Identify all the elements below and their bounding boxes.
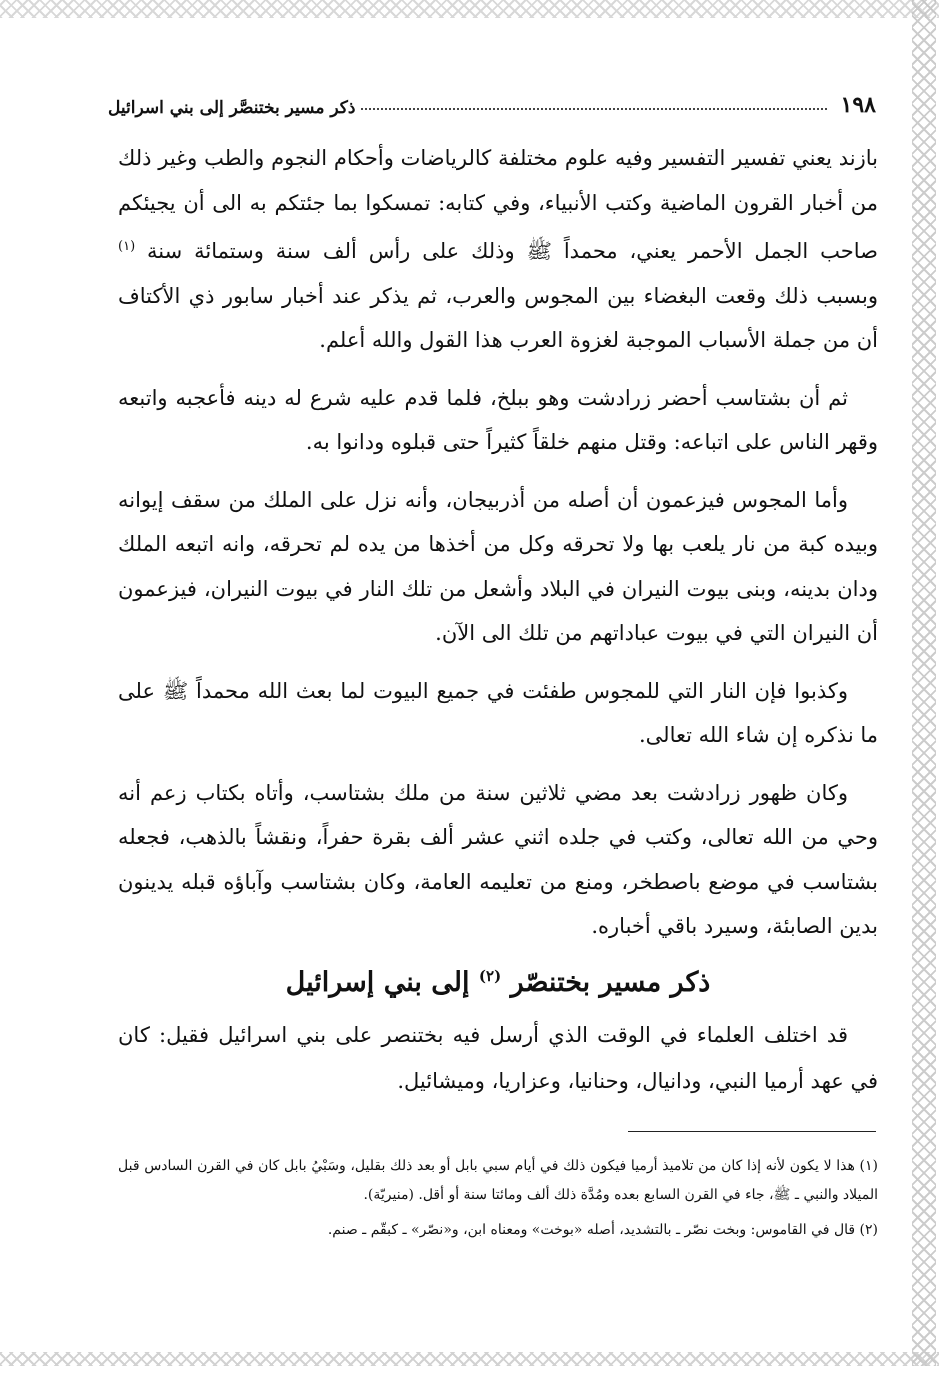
page-header [108, 78, 876, 118]
paragraph: وأما المجوس فيزعمون أن أصله من أذربيجان، وأنه نزل على الملك من سقف إيوانه وبيده كبة من نار يلعب بها ولا تحرقه وكل من أخذها من يده لم تحرقه، وانه اتبعه الملك ودان بدينه، وبنى بيوت النيران في البلاد وأشعل من تلك النار في بيوت النيران، فيزعمون أن النيران التي في بيوت عباداتهم من تلك الى الآن. [118, 487, 878, 645]
body-text [118, 136, 878, 962]
section-heading-text: ذكر مسير بختنصّر [510, 967, 711, 998]
footnote-reference: (١) [118, 239, 136, 254]
decorative-border-right [912, 0, 936, 1366]
footnote: (٢) قال في القاموس: وبخت نصّر ـ بالتشديد، أصله «بوخت» ومعناه ابن، و«نصّر» ـ كبقّم ـ صنم. [327, 1222, 878, 1238]
paragraph: قد اختلف العلماء في الوقت الذي أرسل فيه بختنصر على بني اسرائيل فقيل: كان في عهد أرميا النبي، ودانيال، وحنانيا، وعزاريا، وميشائيل. [118, 1023, 878, 1093]
footnote: (١) هذا لا يكون لأنه إذا كان من تلاميذ أرميا فيكون ذلك في أيام سبي بابل أو بعد ذلك بقليل، وسَبْيُ بابل كان في القرن السادس قبل الميلاد والنبي ـ ﷺ، جاء في القرن السابع بعده ومُدَّة ذلك ألف ومائتا سنة أو أقل. (منيريّة). [118, 1158, 878, 1203]
paragraph-text: وبسبب ذلك وقعت البغضاء بين المجوس والعرب، ثم يذكر عند أخبار سابور ذي الأكتاف أن من جملة الأسباب الموجبة لغزوة العرب هذا القول والله أعلم. [118, 283, 878, 352]
section-heading-text: إلى بني إسرائيل [285, 967, 470, 998]
page-number: ١٩٨ [840, 92, 876, 118]
footnote-reference: (٢) [478, 967, 502, 985]
section-heading [118, 950, 878, 1009]
paragraph [118, 136, 878, 363]
footnotes [118, 1152, 878, 1251]
footnote-separator [628, 1131, 876, 1132]
running-title: ذكر مسير بختنصَّر إلى بني اسرائيل [108, 98, 356, 118]
decorative-border-top [0, 0, 939, 18]
paragraph: ثم أن بشتاسب أحضر زرادشت وهو ببلخ، فلما قدم عليه شرع له دينه فأعجبه واتبعه وقهر الناس على اتباعه: وقتل منهم خلقاً كثيراً حتى قبلوه ودانوا به. [118, 385, 878, 454]
paragraph: وكذبوا فإن النار التي للمجوس طفئت في جميع البيوت لما بعث الله محمداً ﷺ على ما نذكره إن شاء الله تعالى. [118, 678, 878, 747]
decorative-border-bottom [0, 1352, 939, 1366]
section-body [118, 1012, 878, 1104]
paragraph: وكان ظهور زرادشت بعد مضي ثلاثين سنة من ملك بشتاسب، وأتاه بكتاب زعم أنه وحي من الله تعالى، وكتب في جلده اثني عشر ألف بقرة حفراً، ونقشاً بالذهب، فجعله بشتاسب في موضع باصطخر، ومنع من تعليمه العامة، وكان بشتاسب وآباؤه قبله يدينون بدين الصابئة، وسيرد باقي أخباره. [118, 780, 878, 938]
header-leader-dots [361, 108, 826, 110]
paragraph-text: بازند يعني تفسير التفسير وفيه علوم مختلفة كالرياضات وأحكام النجوم والطب وغير ذلك من أخبار القرون الماضية وكتب الأنبياء، وفي كتابه: تمسكوا بما جئتكم به الى أن يجيئكم صاحب الجمل الأحمر يعني، محمداً ﷺ وذلك على رأس ألف سنة وستمائة سنة [118, 146, 878, 263]
